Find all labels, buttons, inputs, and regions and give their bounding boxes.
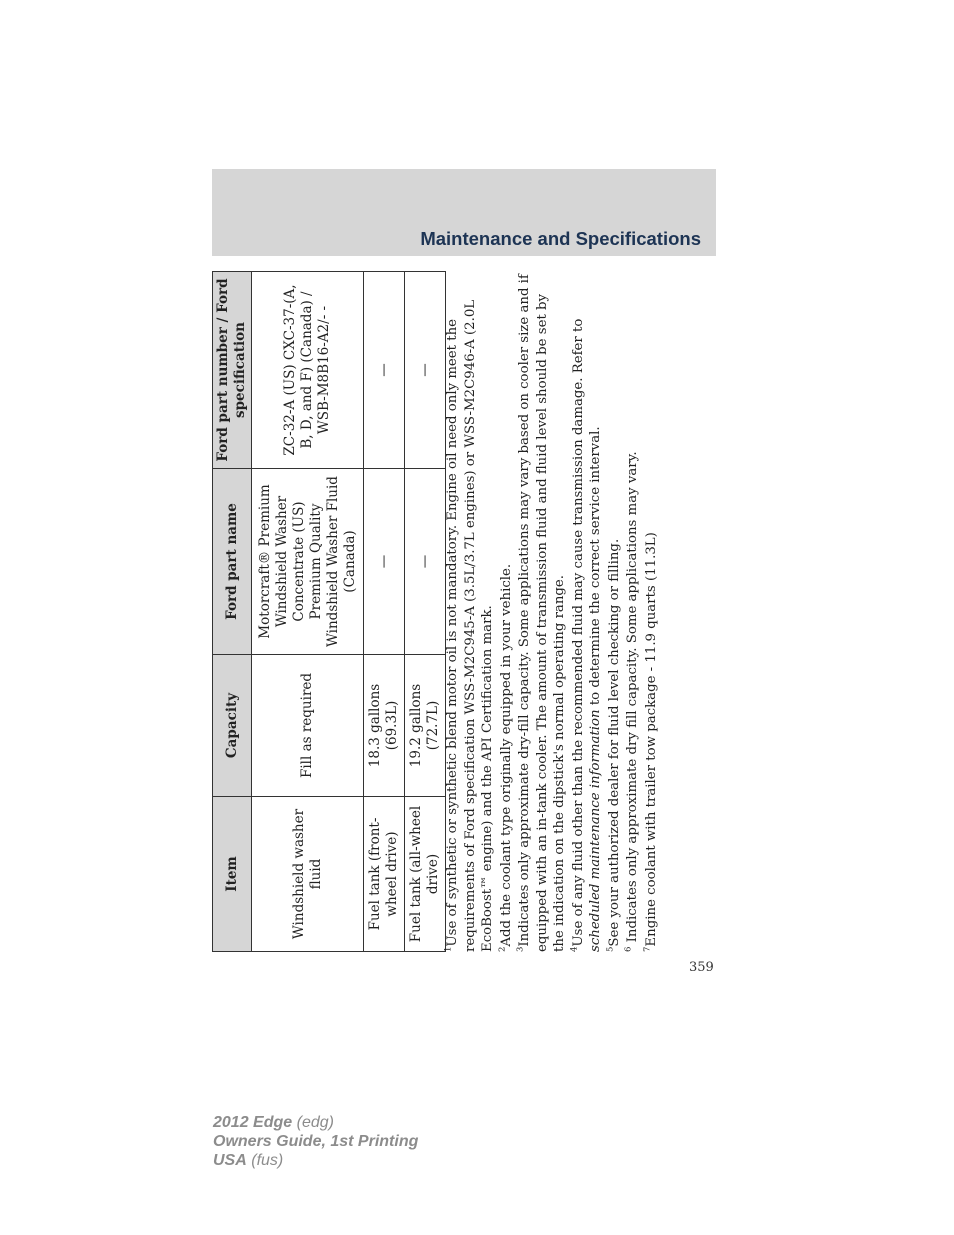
footnote-mark: 6 <box>623 946 634 952</box>
footer-model-code: (edg) <box>296 1114 334 1131</box>
table-cell: Motorcraft® Premium Windshield Washer Concentrate (US) Premium Quality Windshield Washer Fluid (Canada) <box>252 469 364 655</box>
footnote-text: Use of any fluid other than the recommended fluid may cause transmission damage. Refer to <box>570 318 586 947</box>
footer <box>213 1113 418 1170</box>
footnote-text: to determine the correct service interval. <box>588 426 603 710</box>
footnote-text: Engine coolant with trailer tow package - 11.9 quarts (11.3L) <box>643 532 659 947</box>
column-header-part-number: Ford part number / Ford specification <box>213 272 252 469</box>
table-cell: — <box>405 469 446 655</box>
footnote-text: Indicates only approximate dry fill capacity. Some applications may vary. <box>625 451 640 947</box>
footer-market-code: (fus) <box>251 1152 284 1169</box>
table-row <box>405 272 446 952</box>
footer-model: 2012 Edge <box>213 1114 293 1131</box>
footnote-mark: 1 <box>443 946 454 952</box>
footnotes <box>444 272 661 952</box>
table-row <box>364 272 405 952</box>
footnote-text: Add the coolant type originally equipped in your vehicle. <box>498 563 514 947</box>
footnote <box>570 272 605 952</box>
footer-line-model <box>213 1113 418 1132</box>
section-header-band <box>212 169 716 256</box>
column-header-capacity: Capacity <box>213 655 252 797</box>
table-cell: ZC-32-A (US) CXC-37-(A, B, D, and F) (Canada) / WSB-M8B16-A2/- - <box>252 272 364 469</box>
table-cell: — <box>364 272 405 469</box>
column-header-item: Item <box>213 797 252 952</box>
footnote-italic-reference: scheduled maintenance information <box>588 709 603 952</box>
footnote-mark: 3 <box>515 946 526 952</box>
table-cell: — <box>405 272 446 469</box>
table-cell: 19.2 gallons (72.7L) <box>405 655 446 797</box>
table-header-row <box>213 272 252 952</box>
table-row <box>252 272 364 952</box>
footer-market: USA <box>213 1152 247 1169</box>
table-cell: 18.3 gallons (69.3L) <box>364 655 405 797</box>
table-cell: — <box>364 469 405 655</box>
footnote <box>643 272 661 952</box>
footnote-mark: 5 <box>605 946 616 952</box>
footnote-mark: 7 <box>642 946 653 952</box>
footnote-mark: 4 <box>569 946 580 952</box>
footnote-text: Use of synthetic or synthetic blend motor oil is not mandatory. Engine oil need only meet the requirements of Ford specification WSS-M2C945-A (3.5L/3.7L engines) or WSS-M2C946-A (2.0L EcoBoost™ engine) and the API Certification mark. <box>445 299 495 952</box>
footnote-text: Indicates only approximate dry-fill capacity. Some applications may vary based on cooler size and if equipped with an in-tank cooler. The amount of transmission fluid and fluid level should be set by the indication on the dipstick's normal operating range. <box>517 274 567 952</box>
footnote <box>444 272 497 952</box>
table-cell: Windshield washer fluid <box>252 797 364 952</box>
page-number: 359 <box>689 960 714 975</box>
section-title: Maintenance and Specifications <box>420 228 701 249</box>
footnote-mark: 2 <box>497 946 508 952</box>
table-cell: Fuel tank (front-wheel drive) <box>364 797 405 952</box>
table-cell: Fuel tank (all-wheel drive) <box>405 797 446 952</box>
capacities-table <box>212 271 446 952</box>
table-cell: Fill as required <box>252 655 364 797</box>
rotated-content <box>212 270 688 952</box>
footer-guide: Owners Guide, 1st Printing <box>213 1133 419 1150</box>
column-header-part-name: Ford part name <box>213 469 252 655</box>
footnote <box>606 272 624 952</box>
footnote <box>498 272 516 952</box>
footer-line-guide <box>213 1132 418 1151</box>
footnote <box>516 272 569 952</box>
footer-line-market <box>213 1151 418 1170</box>
footnote-text: See your authorized dealer for fluid level checking or filling. <box>606 538 622 947</box>
footnote <box>624 272 642 952</box>
